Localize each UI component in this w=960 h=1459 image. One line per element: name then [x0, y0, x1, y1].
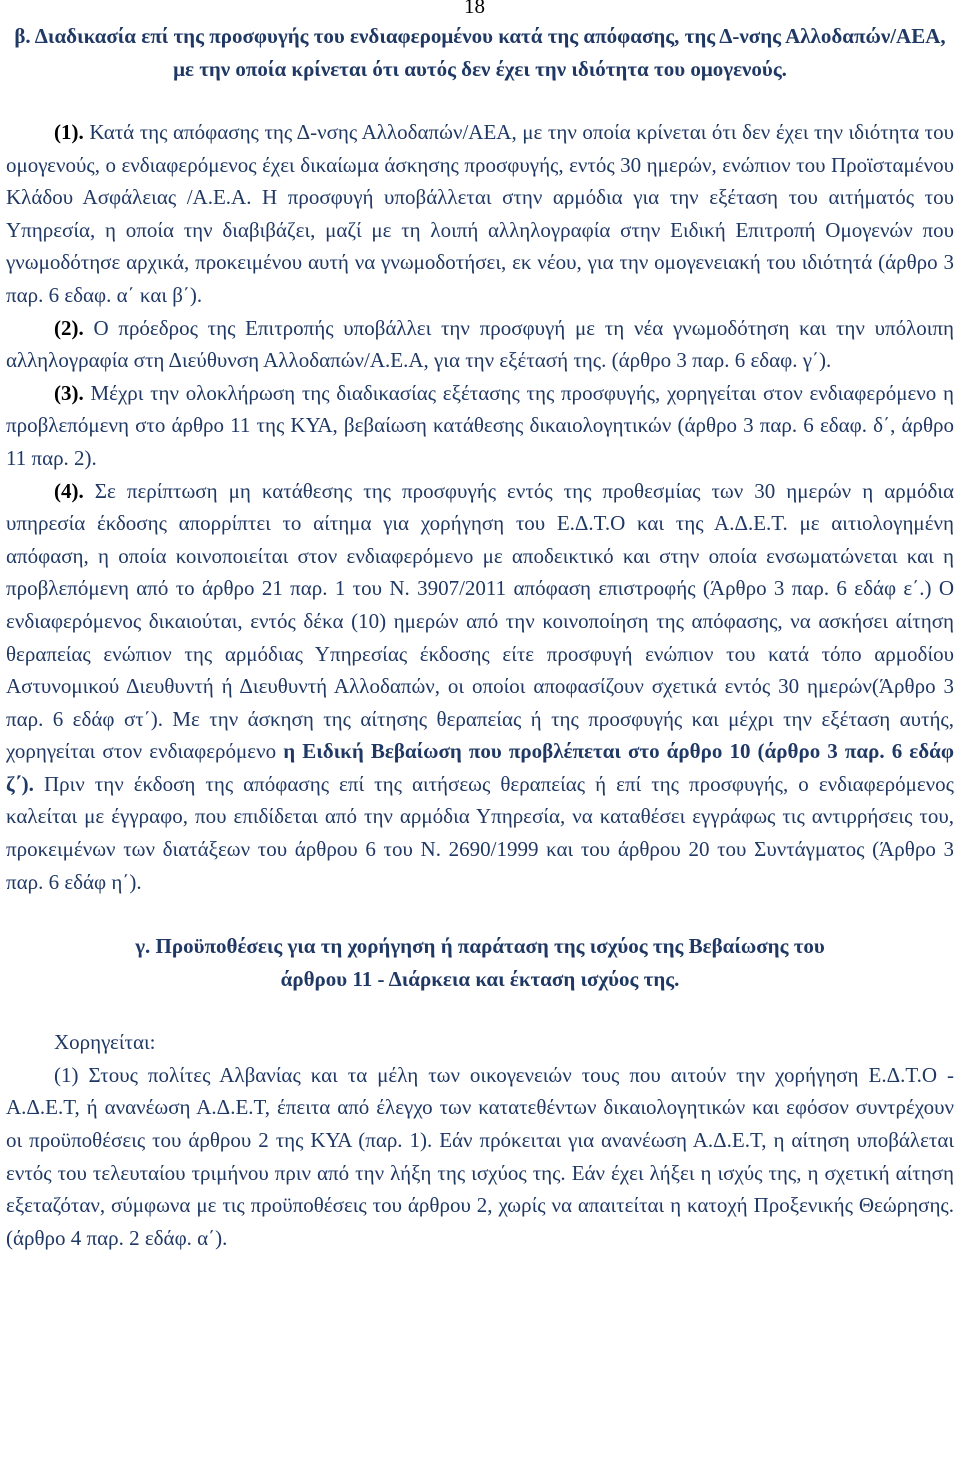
spacer — [6, 898, 954, 930]
paragraph-4-number: (4). — [54, 478, 84, 503]
paragraph-4-bold-text: η Ειδική Βεβαίωση που προβλέπεται στο άρθρο 10 (άρθρο 3 παρ. 6 εδάφ ζ΄). — [6, 739, 954, 796]
section-b-heading: β. Διαδικασία επί της προσφυγής του ενδιαφερομένου κατά της απόφασης, της Δ-νσης Αλλοδαπών/ΑΕΑ, με την οποία κρίνεται ότι αυτός δεν έχει την ιδιότητα του ομογενούς. — [14, 24, 946, 81]
paragraph-3-text: Μέχρι την ολοκλήρωση της διαδικασίας εξέτασης της προσφυγής, χορηγείται στον ενδιαφερόμενο η προβλεπόμενη στο άρθρο 11 της ΚΥΑ, βεβαίωση κατάθεσης δικαιολογητικών (άρθρο 3 παρ. 6 εδαφ. δ΄, άρθρο 11 παρ. 2). — [6, 380, 954, 470]
paragraph-4-text: Σε περίπτωση μη κατάθεσης της προσφυγής εντός της προθεσμίας των 30 ημερών η αρμόδια υπηρεσία έκδοσης απορρίπτει το αίτημα για χορήγηση του Ε.Δ.Τ.Ο και της Α.Δ.Ε.Τ. με αιτιολογημένη απόφαση, η οποία κοινοποιείται στον ενδιαφερόμενο με αποδεικτικό και στην οποία ενσωματώνεται και η προβλεπόμενη από το άρθρο 21 παρ. 1 του Ν. 3907/2011 απόφαση επιστροφής (Άρθρο 3 παρ. 6 εδάφ ε΄.) Ο ενδιαφερόμενος δικαιούται, εντός δέκα (10) ημερών από την κοινοποίηση της απόφασης, να ασκήσει αίτηση θεραπείας ενώπιον της αρμόδιας Υπηρεσίας έκδοσης είτε προσφυγή ενώπιον του κατά τόπο αρμοδίου Αστυνομικού Διευθυντή ή Διευθυντή Αλλοδαπών, οι οποίοι αποφασίζουν σχετικά εντός 30 ημερών(Άρθρο 3 παρ. 6 εδάφ στ΄). Με την άσκηση της αίτησης θεραπείας ή της προσφυγής και μέχρι την εξέταση αυτής, χορηγείται στον ενδιαφερόμενο — [6, 478, 954, 764]
paragraph-3 — [6, 377, 954, 475]
section-c-lead: Χορηγείται: — [54, 1030, 156, 1055]
section-c-heading-line-2: άρθρου 11 - Διάρκεια και έκταση ισχύος της. — [280, 967, 680, 992]
section-c-heading-line-1: γ. Προϋποθέσεις για τη χορήγηση ή παράταση της ισχύος της Βεβαίωσης του — [135, 934, 825, 959]
paragraph-4 — [6, 475, 954, 899]
document-page — [6, 20, 954, 1254]
paragraph-2-number: (2). — [54, 315, 84, 340]
page-number: 18 — [464, 0, 485, 18]
paragraph-1 — [6, 116, 954, 312]
spacer — [6, 996, 954, 1026]
paragraph-2 — [6, 312, 954, 377]
section-c-item-1: (1) Στους πολίτες Αλβανίας και τα μέλη των οικογενειών τους που αιτούν την χορήγηση Ε.Δ.Τ.Ο - Α.Δ.Ε.Τ, ή ανανέωση Α.Δ.Ε.Τ, έπειτα από έλεγχο των κατατεθέντων δικαιολογητικών και εφόσον συντρέχουν οι προϋποθέσεις του άρθρου 2 της ΚΥΑ (παρ. 1). Εάν πρόκειται για ανανέωση Α.Δ.Ε.Τ, η αίτηση υποβάλεται εντός του τελευταίου τριμήνου πριν από την λήξη της ισχύος της. Εάν έχει λήξει η ισχύς της, η σχετική αίτηση εξεταζόταν, σύμφωνα με τις προϋποθέσεις του άρθρου 2, χωρίς να απαιτείται η κατοχή Προξενικής Θεώρησης. (άρθρο 4 παρ. 2 εδάφ. α΄). — [6, 1062, 954, 1250]
paragraph-2-text: Ο πρόεδρος της Επιτροπής υποβάλλει την προσφυγή με τη νέα γνωμοδότηση και την υπόλοιπη αλληλογραφία στη Διεύθυνση Αλλοδαπών/Α.Ε.Α, για την εξέτασή της. (άρθρο 3 παρ. 6 εδαφ. γ΄). — [6, 315, 954, 373]
spacer — [6, 86, 954, 116]
paragraph-3-number: (3). — [54, 380, 84, 405]
paragraph-1-number: (1). — [54, 120, 84, 144]
paragraph-1-text: Κατά της απόφασης της Δ-νσης Αλλοδαπών/ΑΕΑ, με την οποία κρίνεται ότι δεν έχει την ιδιότητα του ομογενούς, ο ενδιαφερόμενος έχει δικαίωμα άσκησης προσφυγής, εντός 30 ημερών, ενώπιον του Προϊσταμένου Κλάδου Ασφάλειας /Α.Ε.Α. Η προσφυγή υποβάλλεται στην αρμόδια για την εξέταση του αιτήματός του Υπηρεσία, η οποία την διαβιβάζει, μαζί με τη λοιπή αλληλογραφία στην Ειδική Επιτροπή Ομογενών που γνωμοδότησε αρχικά, προκειμένου αυτή να γνωμοδοτήσει, εκ νέου, για την ομογενειακή του ιδιότητά (άρθρο 3 παρ. 6 εδαφ. α΄ και β΄). — [6, 120, 954, 307]
paragraph-4-text-continued: Πριν την έκδοση της απόφασης επί της αιτήσεως θεραπείας ή επί της προσφυγής, ο ενδιαφερόμενος καλείται με έγγραφο, που επιδίδεται από την αρμόδια Υπηρεσία, να καταθέσει εγγράφως τις αντιρρήσεις του, προκειμένων των διατάξεων του άρθρου 6 του Ν. 2690/1999 και του άρθρου 20 του Συντάγματος (Άρθρο 3 παρ. 6 εδάφ η΄). — [6, 771, 954, 894]
